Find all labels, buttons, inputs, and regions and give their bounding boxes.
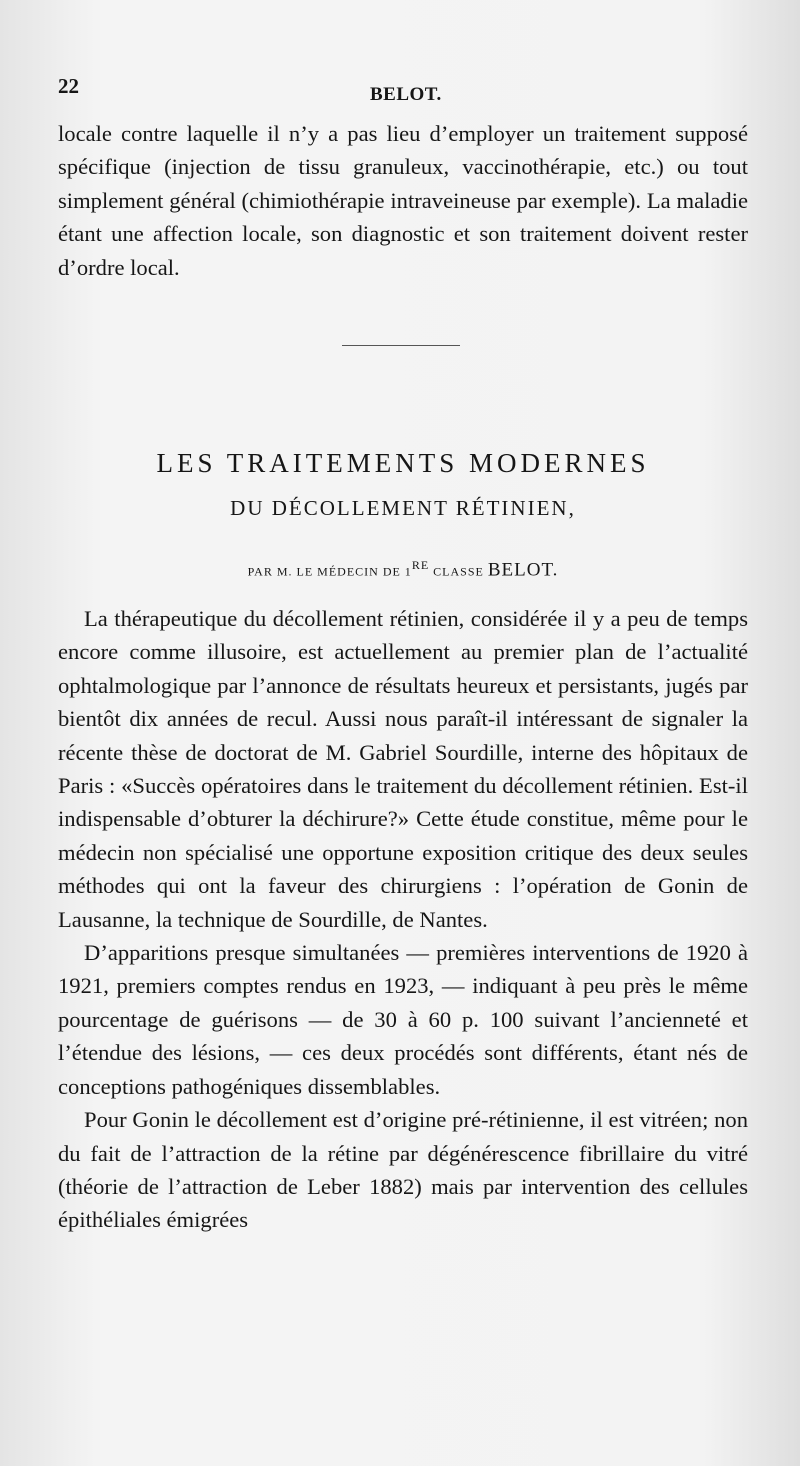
running-title: BELOT. xyxy=(370,84,442,105)
body-paragraph: La thérapeutique du décollement rétinien, considérée il y a peu de temps encore comme illusoire, est actuellement au premier plan de l’actualité ophtalmologique par l’annonce de résultats heureux et persistants, jugés par bientôt dix années de recul. Aussi nous paraît-il intéressant de signaler la récente thèse de doctorat de M. Gabriel Sourdille, interne des hôpitaux de Paris : «Succès opératoires dans le traitement du décollement rétinien. Est-il indispensable d’obturer la déchirure?» Cette étude constitue, même pour le médecin non spécialisé une opportune exposition critique des deux seules méthodes qui ont la faveur des chirurgiens : l’opération de Gonin de Lausanne, la technique de Sourdille, de Nantes. xyxy=(58,606,748,932)
article-body xyxy=(58,602,748,1237)
byline-prefix: PAR M. LE MÉDECIN DE 1 xyxy=(247,564,412,579)
body-paragraph: D’apparitions presque simultanées — premières interventions de 1920 à 1921, premiers comptes rendus en 1923, — indiquant à peu près le même pourcentage de guérisons — de 30 à 60 p. 100 suivant l’ancienneté et l’étendue des lésions, — ces deux procédés sont différents, étant nés de conceptions pathogéniques dissemblables. xyxy=(58,940,748,1099)
section-divider xyxy=(342,345,460,346)
author-name: BELOT. xyxy=(487,559,559,581)
running-header xyxy=(58,74,748,114)
byline-suffix: CLASSE xyxy=(433,564,484,579)
article-title: LES TRAITEMENTS MODERNES xyxy=(156,448,650,478)
body-paragraph: Pour Gonin le décollement est d’origine pré-rétinienne, il est vitréen; non du fait de l’attraction de la rétine par dégénérescence fibrillaire du vitré (théorie de l’attraction de Leber 1882) mais par intervention des cellules épithéliales émigrées xyxy=(58,1107,748,1233)
carryover-paragraph: locale contre laquelle il n’y a pas lieu d’employer un traitement supposé spécifique (injection de tissu granuleux, vaccinothérapie, etc.) ou tout simplement général (chimiothérapie intraveineuse par exemple). La maladie étant une affection locale, son diagnostic et son traitement doivent rester d’ordre local. xyxy=(58,121,748,280)
article-subtitle: DU DÉCOLLEMENT RÉTINIEN, xyxy=(230,496,576,520)
byline-superscript: RE xyxy=(411,558,430,572)
carryover-paragraph-block xyxy=(58,117,748,284)
article-byline xyxy=(58,551,748,585)
page-number: 22 xyxy=(58,74,79,98)
